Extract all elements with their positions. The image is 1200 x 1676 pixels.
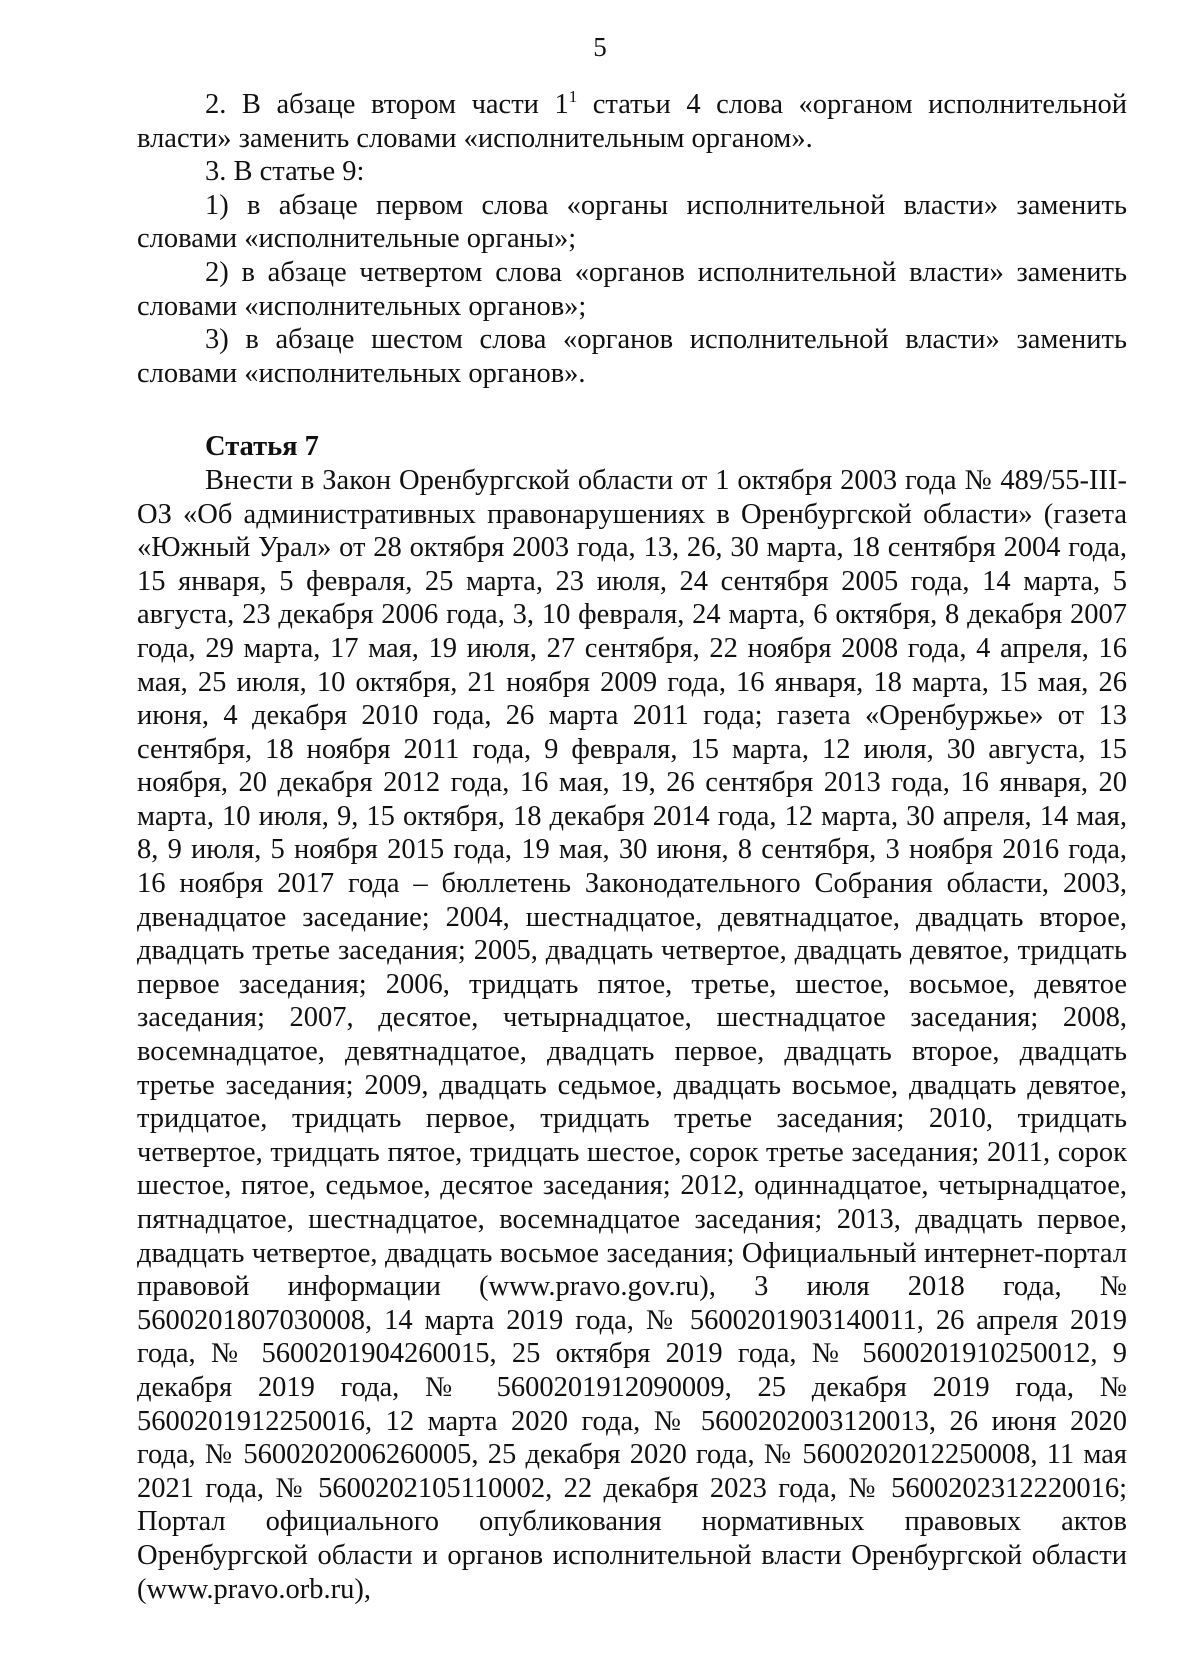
page-number: 5: [593, 32, 607, 62]
document-body: [137, 88, 1127, 1606]
superscript-1: 1: [568, 87, 578, 106]
list-item-3: 3) в абзаце шестом слова «органов исполнительной власти» заменить словами «исполнительных органов».: [137, 324, 1127, 389]
list-item-1: 1) в абзаце первом слова «органы исполнительной власти» заменить словами «исполнительные органы»;: [137, 189, 1127, 255]
article-7-body: Внести в Закон Оренбургской области от 1 октября 2003 года № 489/55-III-ОЗ «Об административных правонарушениях в Оренбургской области» (газета «Южный Урал» от 28 октября 2003 года, 13, 26, 30 марта, 18 сентября 2004 года, 15 января, 5 февраля, 25 марта, 23 июля, 24 сентября 2005 года, 14 марта, 5 августа, 23 декабря 2006 года, 3, 10 февраля, 24 марта, 6 октября, 8 декабря 2007 года, 29 марта, 17 мая, 19 июля, 27 сентября, 22 ноября 2008 года, 4 апреля, 16 мая, 25 июля, 10 октября, 21 ноября 2009 года, 16 января, 18 марта, 15 мая, 26 июня, 4 декабря 2010 года, 26 марта 2011 года; газета «Оренбуржье» от 13 сентября, 18 ноября 2011 года, 9 февраля, 15 марта, 12 июля, 30 августа, 15 ноября, 20 декабря 2012 года, 16 мая, 19, 26 сентября 2013 года, 16 января, 20 марта, 10 июля, 9, 15 октября, 18 декабря 2014 года, 12 марта, 30 апреля, 14 мая, 8, 9 июля, 5 ноября 2015 года, 19 мая, 30 июня, 8 сентября, 3 ноября 2016 года, 16 ноября 2017 года – бюллетень Законодательного Собрания области, 2003, двенадцатое заседание; 2004, шестнадцатое, девятнадцатое, двадцать второе, двадцать третье заседания; 2005, двадцать четвертое, двадцать девятое, тридцать первое заседания; 2006, тридцать пятое, третье, шестое, восьмое, девятое заседания; 2007, десятое, четырнадцатое, шестнадцатое заседания; 2008, восемнадцатое, девятнадцатое, двадцать первое, двадцать второе, двадцать третье заседания; 2009, двадцать седьмое, двадцать восьмое, двадцать девятое, тридцатое, тридцать первое, тридцать третье заседания; 2010, тридцать четвертое, тридцать пятое, тридцать шестое, сорок третье заседания; 2011, сорок шестое, пятое, седьмое, десятое заседания; 2012, одиннадцатое, четырнадцатое, пятнадцатое, шестнадцатое, восемнадцатое заседания; 2013, двадцать первое, двадцать четвертое, двадцать восьмое заседания; Официальный интернет-портал правовой информации (www.pravo.gov.ru), 3 июля 2018 года, № 5600201807030008, 14 марта 2019 года, № 5600201903140011, 26 апреля 2019 года, № 5600201904260015, 25 октября 2019 года, № 5600201910250012, 9 декабря 2019 года, № 5600201912090009, 25 декабря 2019 года, № 5600201912250016, 12 марта 2020 года, № 5600202003120013, 26 июня 2020 года, № 5600202006260005, 25 декабря 2020 года, № 5600202012250008, 11 мая 2021 года, № 5600202105110002, 22 декабря 2023 года, № 5600202312220016; Портал официального опубликования нормативных правовых актов Оренбургской области и органов исполнительной власти Оренбургской области (www.pravo.orb.ru),: [137, 464, 1127, 1605]
paragraph-3: 3. В статье 9:: [205, 156, 365, 188]
paragraph-2-end: статьи 4 слова «органом исполнительной власти» заменить словами «исполнительным органом».: [137, 89, 1127, 154]
list-item-2: 2) в абзаце четвертом слова «органов исполнительной власти» заменить словами «исполнительных органов»;: [137, 256, 1127, 322]
paragraph-2-start: 2. В абзаце втором части 1: [205, 89, 569, 120]
paragraph-2: [137, 88, 1127, 155]
article-7-heading: Статья 7: [205, 431, 319, 463]
